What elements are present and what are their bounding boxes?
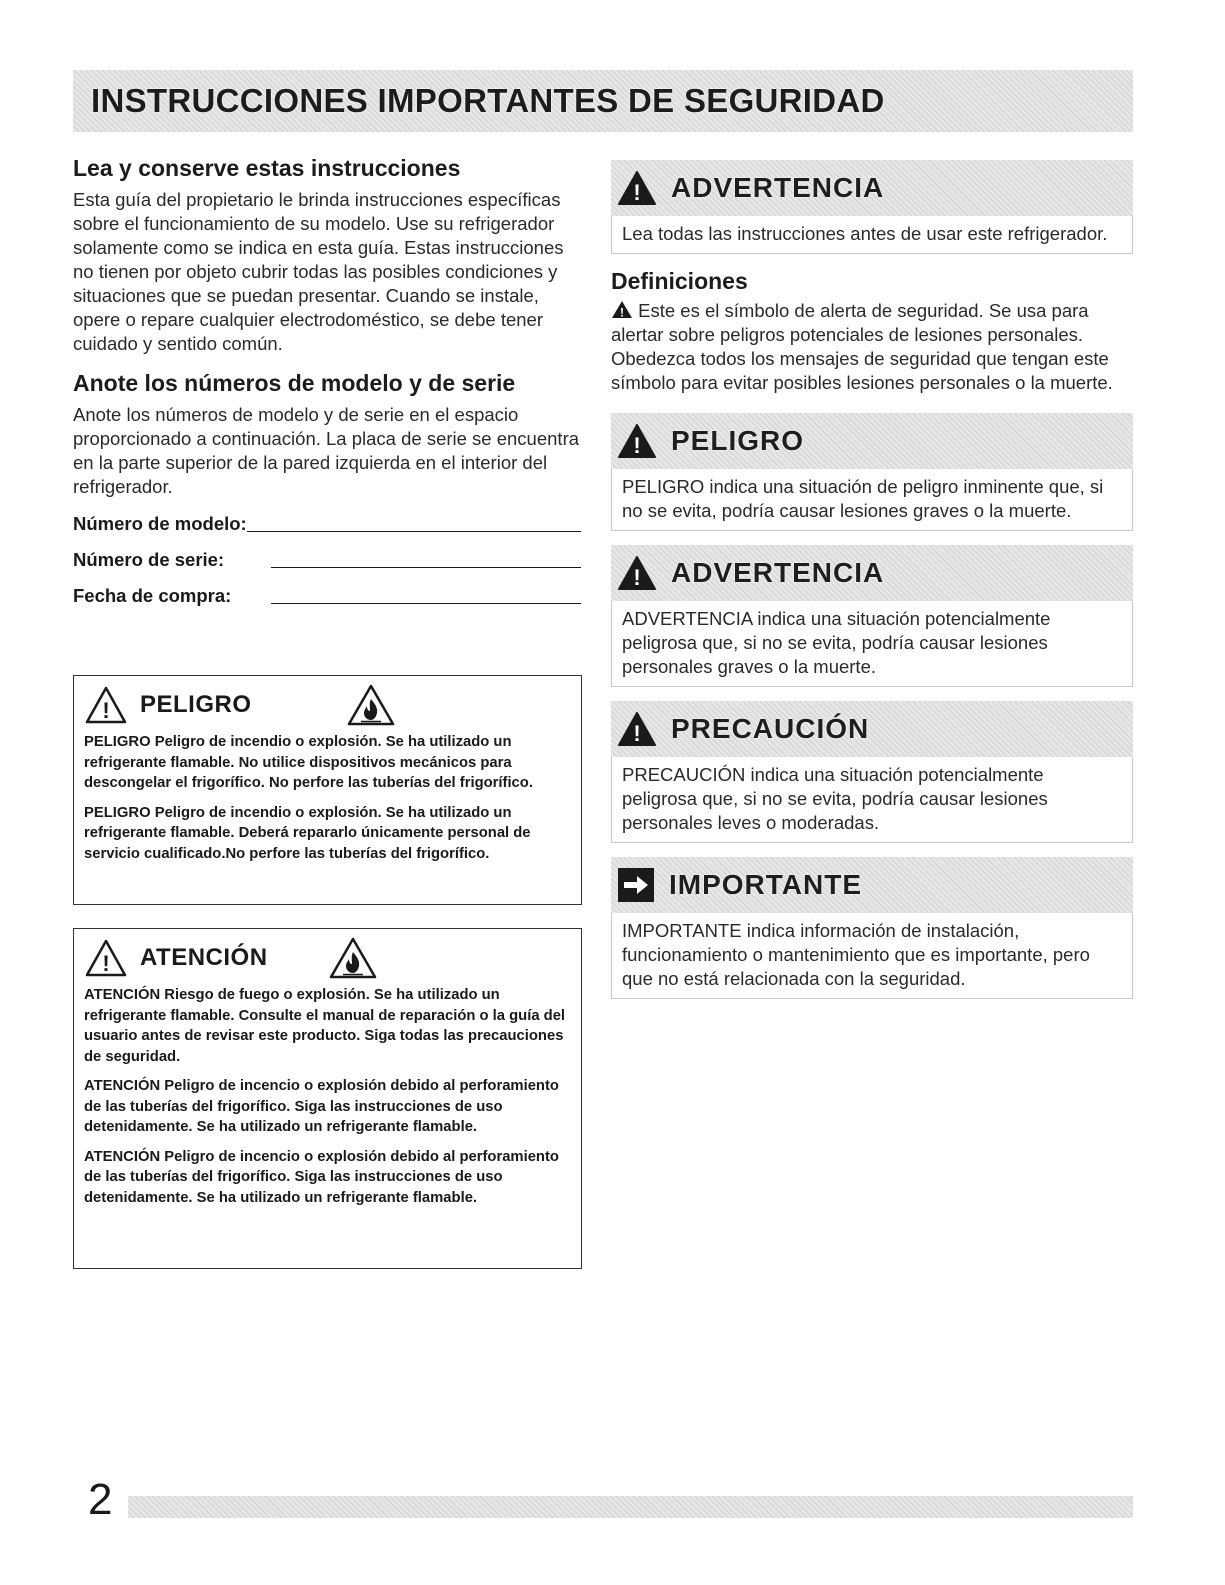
warning-top-header (611, 160, 1133, 216)
warning-top-title: ADVERTENCIA (671, 172, 885, 203)
signal-danger-body: PELIGRO indica una situación de peligro inminente que, si no se evita, podría causar lesiones graves o la muerte. (611, 469, 1133, 531)
danger-box (73, 675, 582, 905)
warning-triangle-icon (617, 555, 657, 591)
signal-caution-title: PRECAUCIÓN (671, 713, 870, 744)
warning-triangle-icon (617, 423, 657, 459)
section-body-read-and-keep: Esta guía del propietario le brinda instrucciones específicas sobre el funcionamiento de su modelo. Use su refrigerador solamente como se indica en esta guía. Estas instrucciones no tienen por objeto cubrir todas las posibles condiciones y situaciones que se puedan presentar. Cuando se instale, opere o repare cualquier electrodoméstico, se debe tener cuidado y sentido común. (73, 189, 564, 354)
serial-number-label: Número de serie: (73, 549, 225, 570)
signal-warning-title: ADVERTENCIA (671, 557, 885, 588)
svg-text:!: ! (633, 180, 641, 205)
danger-box-header (84, 684, 571, 726)
danger-box-paragraph-1: PELIGRO Peligro de incendio o explosión. Se ha utilizado un refrigerante flamable. No utilice dispositivos mecánicos para descongelar el frigorífico. No perfore las tuberías del frigorífico. (84, 734, 533, 791)
caution-box-title: ATENCIÓN (140, 944, 268, 971)
warning-triangle-icon (84, 685, 128, 725)
signal-danger-title: PELIGRO (671, 425, 805, 456)
section-body-record-numbers: Anote los números de modelo y de serie en el espacio proporcionado a continuación. La placa de serie se encuentra en la parte superior de la pared izquierda en el interior del refrigerador. (73, 404, 580, 497)
definitions-heading: Definiciones (611, 268, 748, 294)
caution-box (73, 928, 582, 1269)
signal-warning-header (611, 545, 1133, 601)
serial-number-row (73, 541, 581, 571)
page-title: INSTRUCCIONES IMPORTANTES DE SEGURIDAD (91, 82, 885, 119)
purchase-date-line (271, 583, 581, 604)
signal-warning-block (611, 545, 1133, 687)
section-heading-record-numbers: Anote los números de modelo y de serie (73, 370, 516, 396)
signal-important-body: IMPORTANTE indica información de instalación, funcionamiento o mantenimiento que es importante, pero que no está relacionada con la seguridad. (611, 913, 1133, 999)
svg-text:!: ! (633, 721, 641, 746)
signal-important-title: IMPORTANTE (669, 869, 863, 900)
record-fields (73, 505, 581, 607)
flame-warning-icon (346, 683, 396, 727)
svg-text:!: ! (633, 565, 641, 590)
svg-text:!: ! (620, 305, 624, 319)
model-number-label: Número de modelo: (73, 513, 247, 534)
page-header-banner (73, 70, 1133, 132)
warning-triangle-icon (617, 170, 657, 206)
svg-text:!: ! (102, 951, 110, 976)
signal-caution-body: PRECAUCIÓN indica una situación potencialmente peligrosa que, si no se evita, podría causar lesiones personales leves o moderadas. (611, 757, 1133, 843)
page-footer (88, 1475, 1133, 1524)
caution-box-paragraph-3: ATENCIÓN Peligro de incencio o explosión debido al perforamiento de las tuberías del frigorífico. Siga las instrucciones de uso detenidamente. Se ha utilizado un refrigerante flamable. (84, 1148, 559, 1206)
signal-important-block (611, 857, 1133, 999)
purchase-date-label: Fecha de compra: (73, 585, 232, 606)
serial-number-line (271, 547, 581, 568)
signal-warning-body: ADVERTENCIA indica una situación potencialmente peligrosa que, si no se evita, podría causar lesiones personales graves o la muerte. (611, 601, 1133, 687)
signal-important-header (611, 857, 1133, 913)
signal-danger-block (611, 413, 1133, 531)
model-number-line (247, 511, 581, 532)
section-heading-read-and-keep: Lea y conserve estas instrucciones (73, 155, 461, 181)
definitions-text: Este es el símbolo de alerta de seguridad. Se usa para alertar sobre peligros potenciales de lesiones personales. Obedezca todos los mensajes de seguridad que tengan este símbolo para evitar posibles lesiones personales o la muerte. (611, 300, 1113, 393)
danger-box-paragraph-2: PELIGRO Peligro de incendio o explosión. Se ha utilizado un refrigerante flamable. Deberá repararlo únicamente personal de servicio cualificado.No perfore las tuberías del frigorífico. (84, 804, 531, 862)
signal-caution-block (611, 701, 1133, 843)
left-column (73, 155, 581, 613)
definitions-body (611, 299, 1133, 395)
danger-box-title: PELIGRO (140, 691, 252, 718)
flame-warning-icon (328, 936, 378, 980)
caution-box-paragraph-1: ATENCIÓN Riesgo de fuego o explosión. Se ha utilizado un refrigerante flamable. Consulte el manual de reparación o la guía del usuario antes de revisar este producto. Siga todas las precauciones de seguridad. (84, 987, 566, 1065)
page-number: 2 (88, 1475, 113, 1524)
svg-text:!: ! (633, 433, 641, 458)
caution-box-paragraph-2: ATENCIÓN Peligro de incencio o explosión debido al perforamiento de las tuberías del frigorífico. Siga las instrucciones de uso detenidamente. Se ha utilizado un refrigerante flamable. (84, 1078, 559, 1135)
signal-caution-header (611, 701, 1133, 757)
signal-danger-header (611, 413, 1133, 469)
caution-box-header (84, 937, 571, 979)
footer-bar (128, 1496, 1133, 1518)
svg-text:!: ! (102, 698, 110, 723)
warning-triangle-icon (84, 938, 128, 978)
warning-triangle-icon (617, 711, 657, 747)
purchase-date-row (73, 577, 581, 607)
warning-top-block (611, 160, 1133, 254)
right-column (611, 160, 1133, 1011)
model-number-row (73, 505, 581, 535)
warning-top-body: Lea todas las instrucciones antes de usar este refrigerador. (611, 216, 1133, 254)
warning-triangle-icon (611, 300, 633, 319)
arrow-right-icon (617, 867, 655, 903)
